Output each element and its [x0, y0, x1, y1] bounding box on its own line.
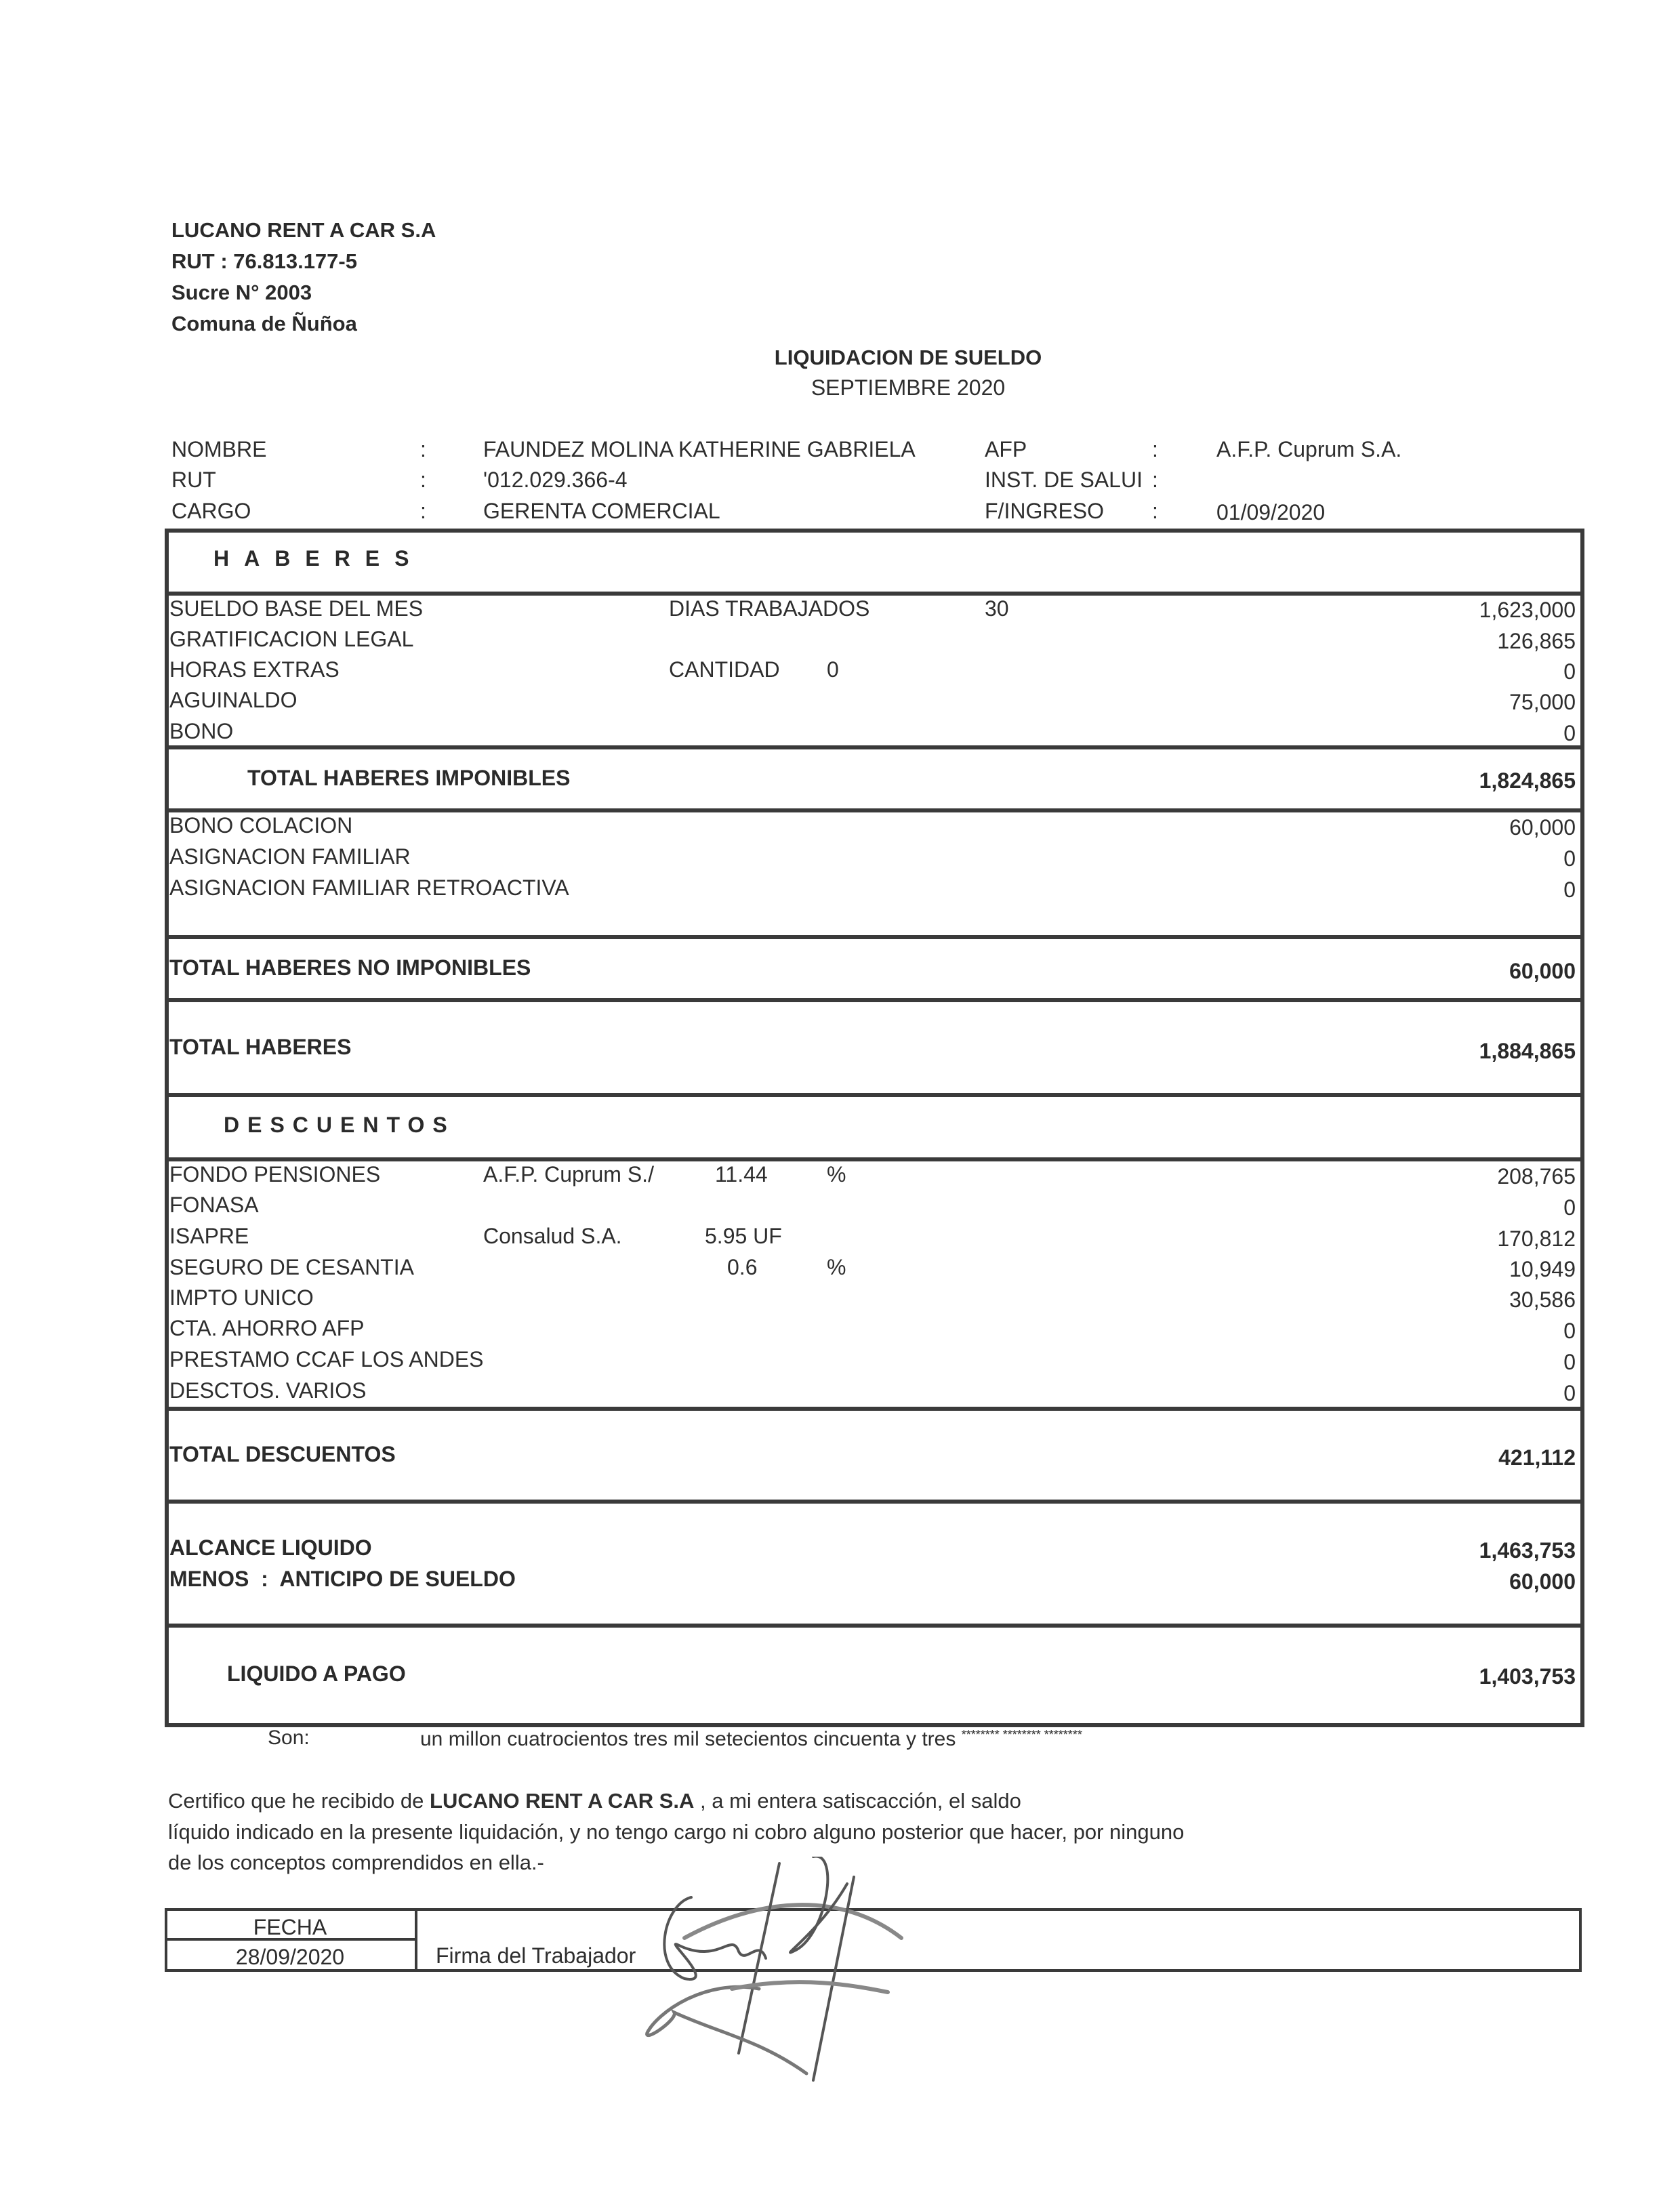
company-comuna: Comuna de Ñuñoa: [171, 312, 357, 335]
ingreso-label: F/INGRESO: [985, 499, 1105, 523]
item-amount: 0: [1563, 659, 1576, 684]
afp-value: A.F.P. Cuprum S.A.: [1216, 437, 1402, 461]
colon: :: [1152, 468, 1158, 492]
item-label: ASIGNACION FAMILIAR RETROACTIVA: [169, 875, 569, 900]
divider: [165, 808, 1580, 812]
divider: [165, 998, 1580, 1002]
item-label: IMPTO UNICO: [169, 1285, 314, 1310]
colon: :: [1152, 437, 1158, 461]
item-amount: 0: [1563, 1195, 1576, 1220]
item-extra-value: 0: [827, 657, 839, 682]
total-descuentos-label: TOTAL DESCUENTOS: [169, 1442, 396, 1466]
alcance-liquido-value: 1,463,753: [1479, 1538, 1576, 1563]
item-extra-value: 30: [985, 596, 1009, 621]
colon: :: [420, 499, 426, 523]
item-entity: A.F.P. Cuprum S./: [483, 1162, 654, 1186]
signature-scribble-icon: [583, 1857, 1071, 2087]
haberes-section-title: HABERES: [213, 546, 424, 571]
item-amount: 10,949: [1509, 1257, 1576, 1281]
anticipo-value: 60,000: [1509, 1569, 1576, 1594]
certificado-company: LUCANO RENT A CAR S.A: [430, 1789, 695, 1813]
cargo-label: CARGO: [171, 499, 251, 523]
item-rate: 11.44: [715, 1162, 768, 1186]
item-label: CTA. AHORRO AFP: [169, 1316, 365, 1340]
item-amount: 126,865: [1497, 629, 1576, 653]
item-label: FONDO PENSIONES: [169, 1162, 381, 1186]
fecha-value: 28/09/2020: [235, 1945, 345, 1969]
certificado-line2: líquido indicado en la presente liquidación, y no tengo cargo ni cobro alguno posterior que hacer, por ninguno: [168, 1820, 1185, 1844]
item-label: BONO COLACION: [169, 813, 353, 838]
item-amount: 0: [1563, 846, 1576, 871]
divider: [165, 1407, 1580, 1411]
divider: [165, 1500, 1580, 1504]
cargo-value: GERENTA COMERCIAL: [483, 499, 720, 523]
item-amount: 30,586: [1509, 1287, 1576, 1312]
item-label: ISAPRE: [169, 1224, 249, 1248]
item-amount: 0: [1563, 1381, 1576, 1405]
liquido-a-pago-value: 1,403,753: [1479, 1664, 1576, 1689]
descuentos-section-title: DESCUENTOS: [224, 1113, 455, 1137]
item-amount: 0: [1563, 721, 1576, 745]
nombre-value: FAUNDEZ MOLINA KATHERINE GABRIELA: [483, 437, 916, 461]
certificado-line1: [168, 1789, 1021, 1813]
firma-label: Firma del Trabajador: [436, 1943, 636, 1968]
afp-label: AFP: [985, 437, 1027, 461]
item-amount: 0: [1563, 878, 1576, 902]
liquido-a-pago-label: LIQUIDO A PAGO: [227, 1661, 406, 1686]
item-amount: 1,623,000: [1479, 598, 1576, 622]
item-amount: 75,000: [1509, 690, 1576, 714]
item-extra-label: DIAS TRABAJADOS: [669, 596, 870, 621]
son-text: [420, 1728, 1082, 1751]
item-label: DESCTOS. VARIOS: [169, 1378, 367, 1403]
total-no-imponibles-label: TOTAL HABERES NO IMPONIBLES: [169, 955, 531, 980]
company-rut: RUT : 76.813.177-5: [171, 249, 357, 273]
item-label: BONO: [169, 719, 234, 743]
colon: :: [420, 468, 426, 492]
total-no-imponibles-value: 60,000: [1509, 959, 1576, 983]
item-rate: 0.6: [727, 1255, 758, 1279]
item-extra-label: CANTIDAD: [669, 657, 780, 682]
rut-label: RUT: [171, 468, 216, 492]
son-stars: ******** ******** ********: [961, 1728, 1082, 1741]
item-label: FONASA: [169, 1193, 259, 1217]
colon: :: [1152, 499, 1158, 523]
item-unit: %: [827, 1255, 846, 1279]
alcance-liquido-label: ALCANCE LIQUIDO: [169, 1535, 372, 1560]
item-label: SUELDO BASE DEL MES: [169, 596, 424, 621]
item-unit: %: [827, 1162, 846, 1186]
divider: [165, 1093, 1580, 1097]
item-amount: 208,765: [1497, 1164, 1576, 1189]
item-rate: 5.95 UF: [705, 1224, 782, 1248]
certificado-post: , a mi entera satiscacción, el saldo: [694, 1789, 1021, 1813]
colon: :: [420, 437, 426, 461]
ingreso-value: 01/09/2020: [1216, 500, 1326, 524]
salud-label: INST. DE SALUI: [985, 468, 1143, 492]
item-amount: 0: [1563, 1319, 1576, 1343]
company-name: LUCANO RENT A CAR S.A: [171, 218, 436, 242]
son-label: Son:: [268, 1727, 310, 1749]
total-imponibles-label: TOTAL HABERES IMPONIBLES: [247, 766, 571, 790]
fecha-label: FECHA: [253, 1915, 327, 1939]
divider: [165, 935, 1580, 939]
divider: [165, 1624, 1580, 1628]
nombre-label: NOMBRE: [171, 437, 267, 461]
item-label: AGUINALDO: [169, 688, 298, 712]
item-label: GRATIFICACION LEGAL: [169, 627, 414, 651]
anticipo-label: MENOS : ANTICIPO DE SUELDO: [169, 1567, 516, 1591]
item-label: SEGURO DE CESANTIA: [169, 1255, 414, 1279]
total-imponibles-value: 1,824,865: [1479, 768, 1576, 793]
divider: [165, 1157, 1580, 1161]
item-entity: Consalud S.A.: [483, 1224, 622, 1248]
divider: [165, 592, 1580, 596]
total-descuentos-value: 421,112: [1498, 1445, 1576, 1470]
rut-value: '012.029.366-4: [483, 468, 628, 492]
total-haberes-value: 1,884,865: [1479, 1039, 1576, 1063]
item-label: PRESTAMO CCAF LOS ANDES: [169, 1347, 484, 1371]
item-amount: 60,000: [1509, 815, 1576, 840]
certificado-line3: de los conceptos comprendidos en ella.-: [168, 1851, 544, 1874]
item-label: ASIGNACION FAMILIAR: [169, 844, 411, 869]
document-title: LIQUIDACION DE SUELDO: [774, 346, 1042, 369]
item-amount: 170,812: [1497, 1226, 1576, 1251]
certificado-pre: Certifico que he recibido de: [168, 1789, 430, 1813]
item-label: HORAS EXTRAS: [169, 657, 340, 682]
total-haberes-label: TOTAL HABERES: [169, 1035, 352, 1059]
document-period: SEPTIEMBRE 2020: [811, 375, 1006, 400]
item-amount: 0: [1563, 1350, 1576, 1374]
company-address: Sucre N° 2003: [171, 281, 312, 304]
son-amount-words: un millon cuatrocientos tres mil setecientos cincuenta y tres: [420, 1728, 956, 1750]
